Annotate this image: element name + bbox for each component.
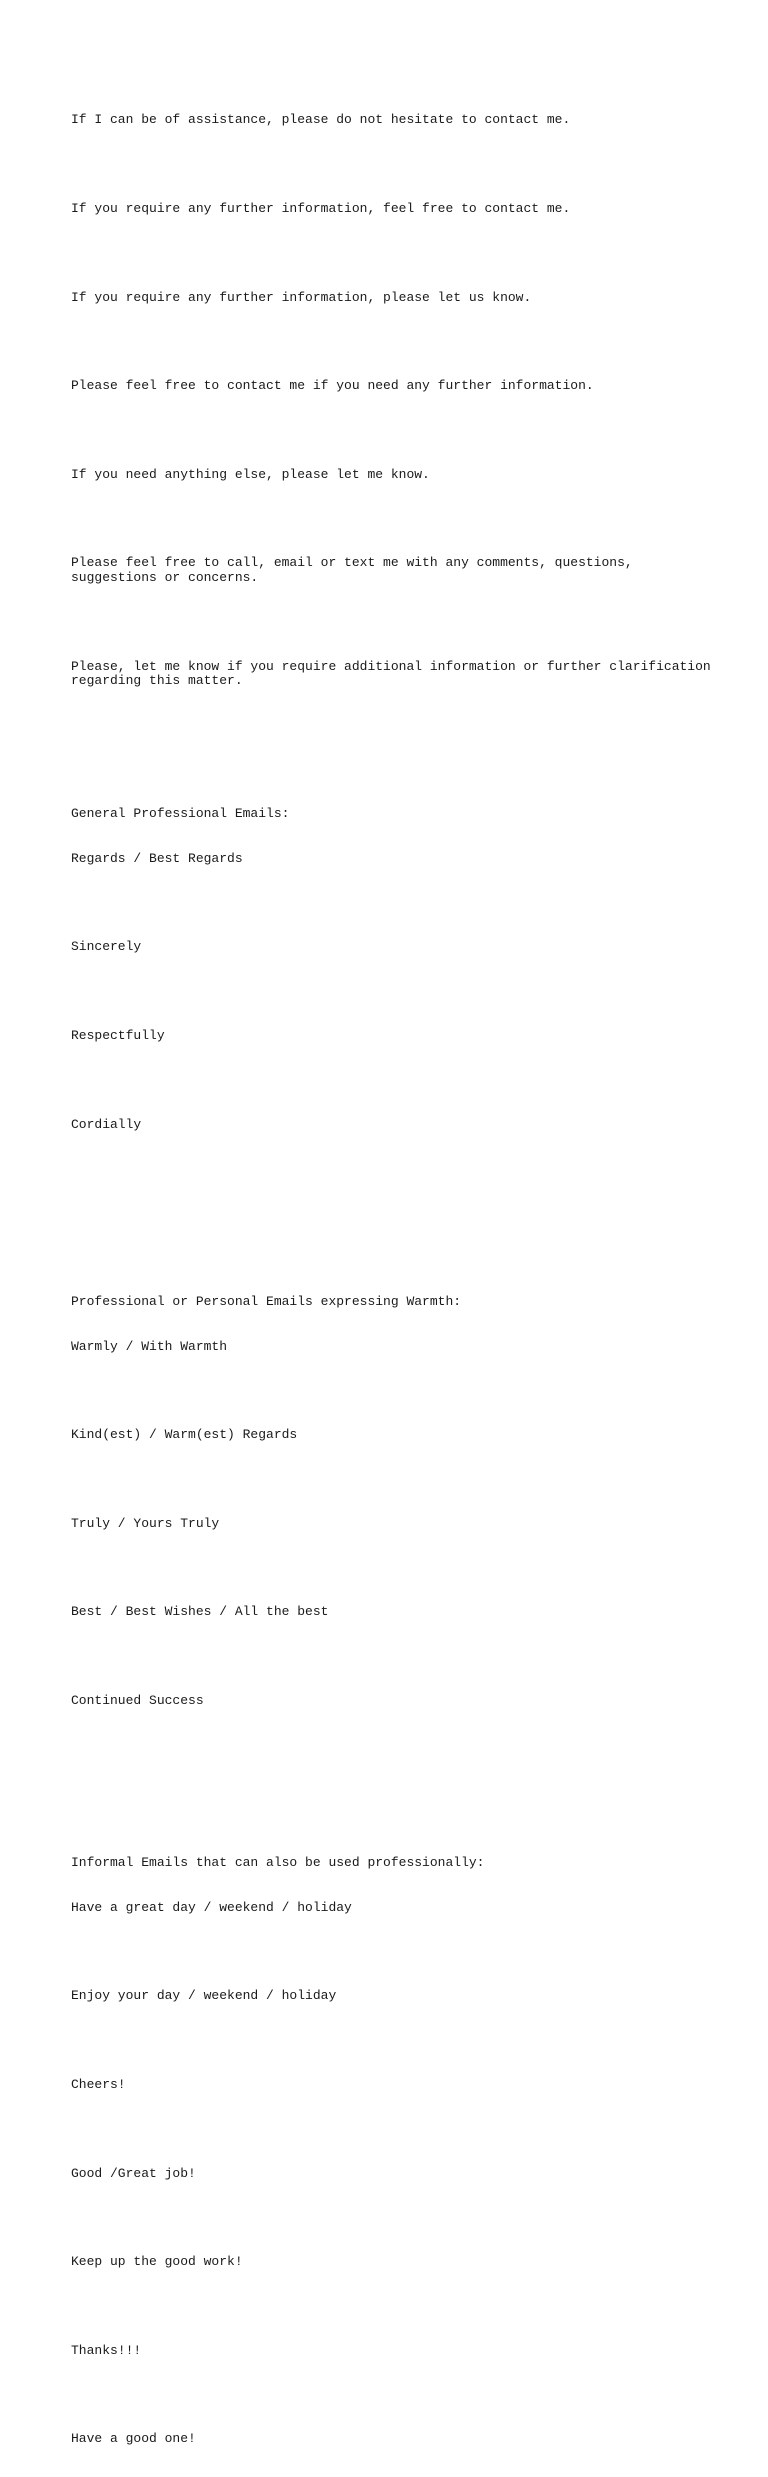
section-heading-warmth: Professional or Personal Emails expressing Warmth: — [71, 1294, 462, 1310]
closing-line: If you need anything else, please let me know. — [71, 466, 430, 482]
closing-line: If you require any further information, please let us know. — [71, 289, 532, 305]
sign-off-item: Have a good one! — [71, 2431, 196, 2447]
sign-off-item: Kind(est) / Warm(est) Regards — [71, 1427, 298, 1443]
sign-off-item: Cordially — [71, 1116, 142, 1132]
closing-line: If I can be of assistance, please do not hesitate to contact me. — [71, 112, 571, 128]
sign-off-item: Truly / Yours Truly — [71, 1515, 220, 1531]
closing-line: Please feel free to contact me if you need any further information. — [71, 378, 594, 394]
sign-off-item: Regards / Best Regards — [71, 850, 243, 866]
section-heading-general: General Professional Emails: — [71, 806, 290, 822]
sign-off-item: Good /Great job! — [71, 2165, 196, 2181]
sign-off-item: Cheers! — [71, 2076, 126, 2092]
sign-off-item: Warmly / With Warmth — [71, 1338, 228, 1354]
sign-off-item: Enjoy your day / weekend / holiday — [71, 1988, 337, 2004]
sign-off-item: Thanks!!! — [71, 2342, 142, 2358]
closing-line: If you require any further information, feel free to contact me. — [71, 200, 571, 216]
sign-off-item: Sincerely — [71, 939, 142, 955]
document-page — [71, 69, 711, 2477]
sign-off-item: Best / Best Wishes / All the best — [71, 1604, 329, 1620]
sign-off-item: Have a great day / weekend / holiday — [71, 1899, 352, 1915]
closing-line: Please, let me know if you require additional information or further clarification regarding this matter. — [71, 658, 711, 689]
section-heading-informal: Informal Emails that can also be used professionally: — [71, 1855, 485, 1871]
sign-off-item: Keep up the good work! — [71, 2254, 243, 2270]
closing-line: Please feel free to call, email or text me with any comments, questions, suggestions or concerns. — [71, 555, 633, 586]
sign-off-item: Respectfully — [71, 1027, 165, 1043]
sign-off-item: Continued Success — [71, 1692, 204, 1708]
